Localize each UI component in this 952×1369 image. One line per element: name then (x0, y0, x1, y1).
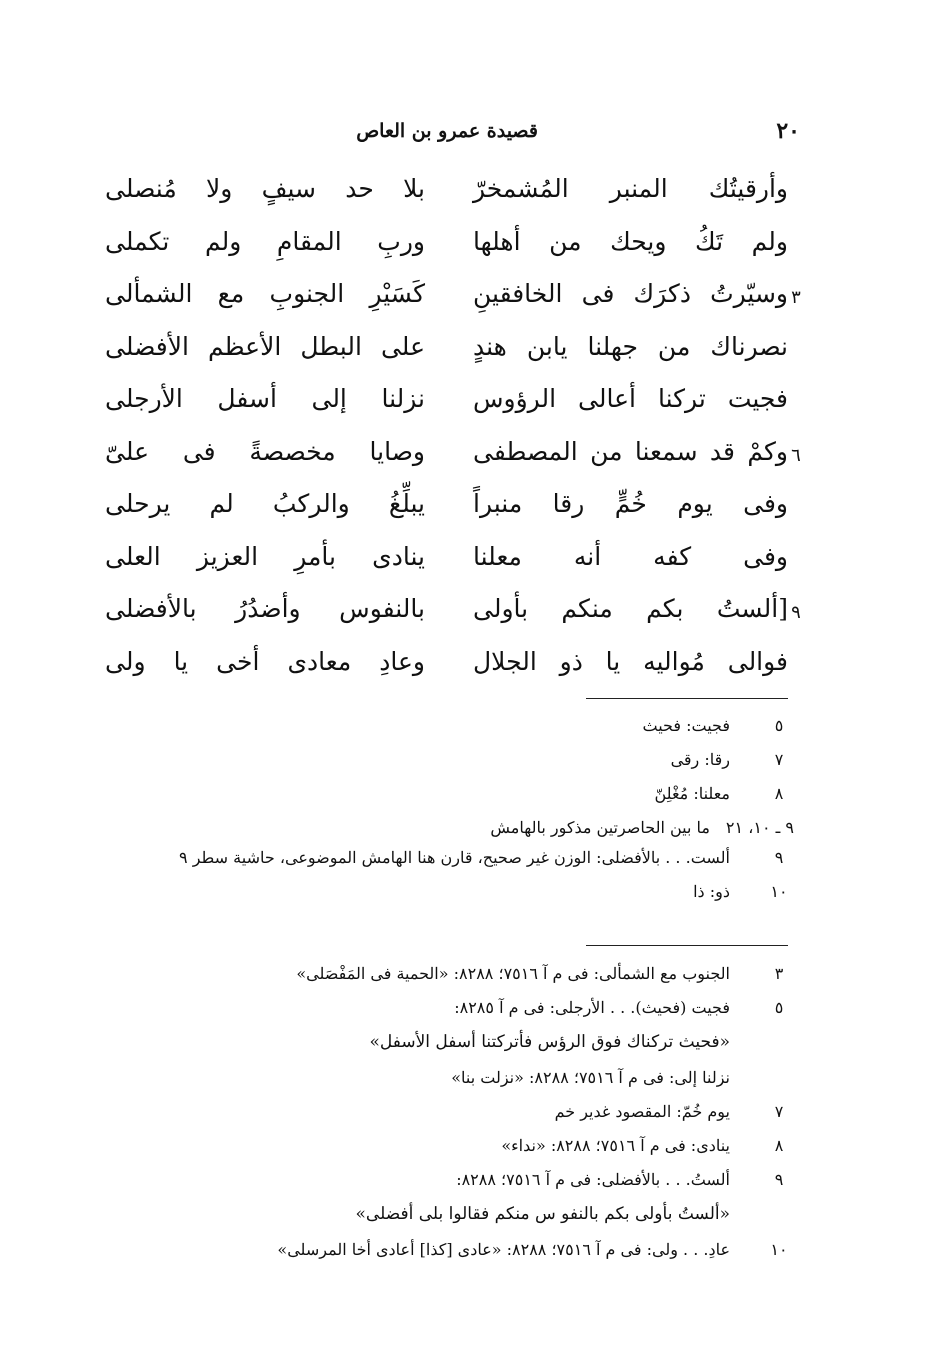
second-hemistich: كَسَيْرِ الجنوبِ مع الشمألى (105, 279, 425, 308)
note-number: ٧ (774, 750, 784, 769)
note (100, 710, 800, 744)
note-text: ألست. . . بالأفضلى: الوزن غير صحيح، قارن هنا الهامش الموضوعى، حاشية سطر ٩ (179, 848, 730, 867)
verse (100, 641, 800, 694)
second-hemistich: بالنفوس وأضدُرُ بالأفضلى (105, 594, 425, 623)
first-hemistich: [ألستُ بكم منكم بأولى (473, 594, 788, 623)
note (100, 842, 800, 876)
note-text: رقا: رقى (670, 750, 730, 769)
page-number: ٢٠ (776, 118, 800, 144)
note-text: «فحيث تركناك فوق الرؤس فأتركتنا أسفل الأسفل» (369, 1032, 730, 1052)
first-hemistich: نصرناك من جهلنا يابن هندٍ (473, 331, 788, 361)
second-hemistich: وصايا مخصصةً فى علىّ (105, 436, 425, 466)
note-text: معلنا: مُغْلِنّ (654, 784, 730, 803)
poem (100, 168, 800, 693)
second-hemistich: يبلِّغُ والركبُ لم يرحلى (105, 489, 425, 518)
verse (100, 483, 800, 536)
note-text: «ألستُ بأولى بكم بالنفو س منكم فقالوا بلى أفضلى» (355, 1204, 730, 1224)
note (100, 812, 800, 842)
second-hemistich: وربِ المقامِ ولم تكملى (105, 226, 425, 256)
note-number: ٩ ـ ١٠، ٢١ (725, 818, 794, 837)
first-hemistich: ولم تَكُ ويحك من أهلها (473, 226, 788, 256)
note (100, 876, 800, 910)
note-number: ١٠ (770, 1240, 788, 1259)
verse (100, 273, 800, 326)
note-text: ينادى: فى م آ ٧٥١٦؛ ٨٢٨٨: «نداء» (501, 1136, 730, 1155)
first-hemistich: وفى يوم خُمٍّ رقا منبراً (473, 489, 788, 518)
verse (100, 168, 800, 221)
footnote-divider (586, 945, 788, 946)
verse-number: ٣ (791, 287, 801, 308)
page-header (100, 118, 800, 148)
apparatus-notes (100, 710, 800, 910)
note-text: ذو: ذا (693, 882, 730, 901)
verse-number: ٦ (791, 444, 801, 466)
note-text: ما بين الحاصرتين مذكور بالهامش (490, 818, 710, 837)
first-hemistich: فجيت تركنا أعالى الرؤوس (473, 384, 788, 413)
note (100, 1062, 800, 1096)
verse-number: ٩ (791, 602, 801, 623)
note (100, 1234, 800, 1268)
verse (100, 221, 800, 274)
note-text: الجنوب مع الشمألى: فى م آ ٧٥١٦؛ ٨٢٨٨: «الحمية فى المَفْصَلى» (296, 964, 730, 983)
first-hemistich: وفى كفه أنه معلنا (473, 541, 788, 571)
first-hemistich: وكمْ قد سمعنا من المصطفى (473, 436, 788, 466)
second-hemistich: على البطل الأعظم الأفضلى (105, 331, 425, 361)
footnote-divider (586, 698, 788, 699)
note (100, 1096, 800, 1130)
first-hemistich: وأرقيتُك المنبر المُشمخرّ (473, 174, 788, 203)
verse (100, 326, 800, 379)
note (100, 778, 800, 812)
note-number: ١٠ (770, 882, 788, 901)
note (100, 1198, 800, 1234)
verse (100, 588, 800, 641)
note-number: ٨ (774, 784, 784, 803)
note-number: ٣ (774, 964, 784, 983)
note-text: نزلنا إلى: فى م آ ٧٥١٦؛ ٨٢٨٨: «نزلت بنا» (451, 1068, 730, 1087)
note-number: ٩ (774, 848, 784, 867)
variant-notes (100, 958, 800, 1268)
note (100, 992, 800, 1026)
note-number: ٩ (774, 1170, 784, 1189)
second-hemistich: وعادِ معادى أخى يا ولى (105, 646, 425, 676)
note-text: ألستُ. . . بالأفضلى: فى م آ ٧٥١٦؛ ٨٢٨٨: (456, 1170, 730, 1189)
second-hemistich: ينادى بأمرِ العزيز العلى (105, 541, 425, 571)
note (100, 1130, 800, 1164)
verse (100, 378, 800, 431)
note-text: فجيت: فحيث (642, 716, 730, 735)
note-text: عادِ. . . ولى: فى م آ ٧٥١٦؛ ٨٢٨٨: «عادى [كذا] أعادى أخا المرسلى» (277, 1240, 730, 1259)
verse (100, 431, 800, 484)
note-number: ٧ (774, 1102, 784, 1121)
note-number: ٨ (774, 1136, 784, 1155)
note (100, 1026, 800, 1062)
first-hemistich: وسيّرتُ ذكرَك فى الخافقينِ (473, 279, 788, 308)
running-title: قصيدة عمرو بن العاص (356, 120, 538, 142)
note-text: فجيت (فحيث). . . الأرجلى: فى م آ ٨٢٨٥: (454, 998, 730, 1017)
note (100, 958, 800, 992)
note-number: ٥ (774, 998, 784, 1017)
note (100, 744, 800, 778)
first-hemistich: فوالى مُواليه يا ذو الجلال (473, 646, 788, 676)
note-number: ٥ (774, 716, 784, 735)
second-hemistich: بلا حد سيفٍ ولا مُنصلى (105, 174, 425, 203)
second-hemistich: نزلنا إلى أسفل الأرجلى (105, 384, 425, 413)
note (100, 1164, 800, 1198)
verse (100, 536, 800, 589)
note-text: يوم خُمّ: المقصود غدير خم (554, 1102, 730, 1121)
